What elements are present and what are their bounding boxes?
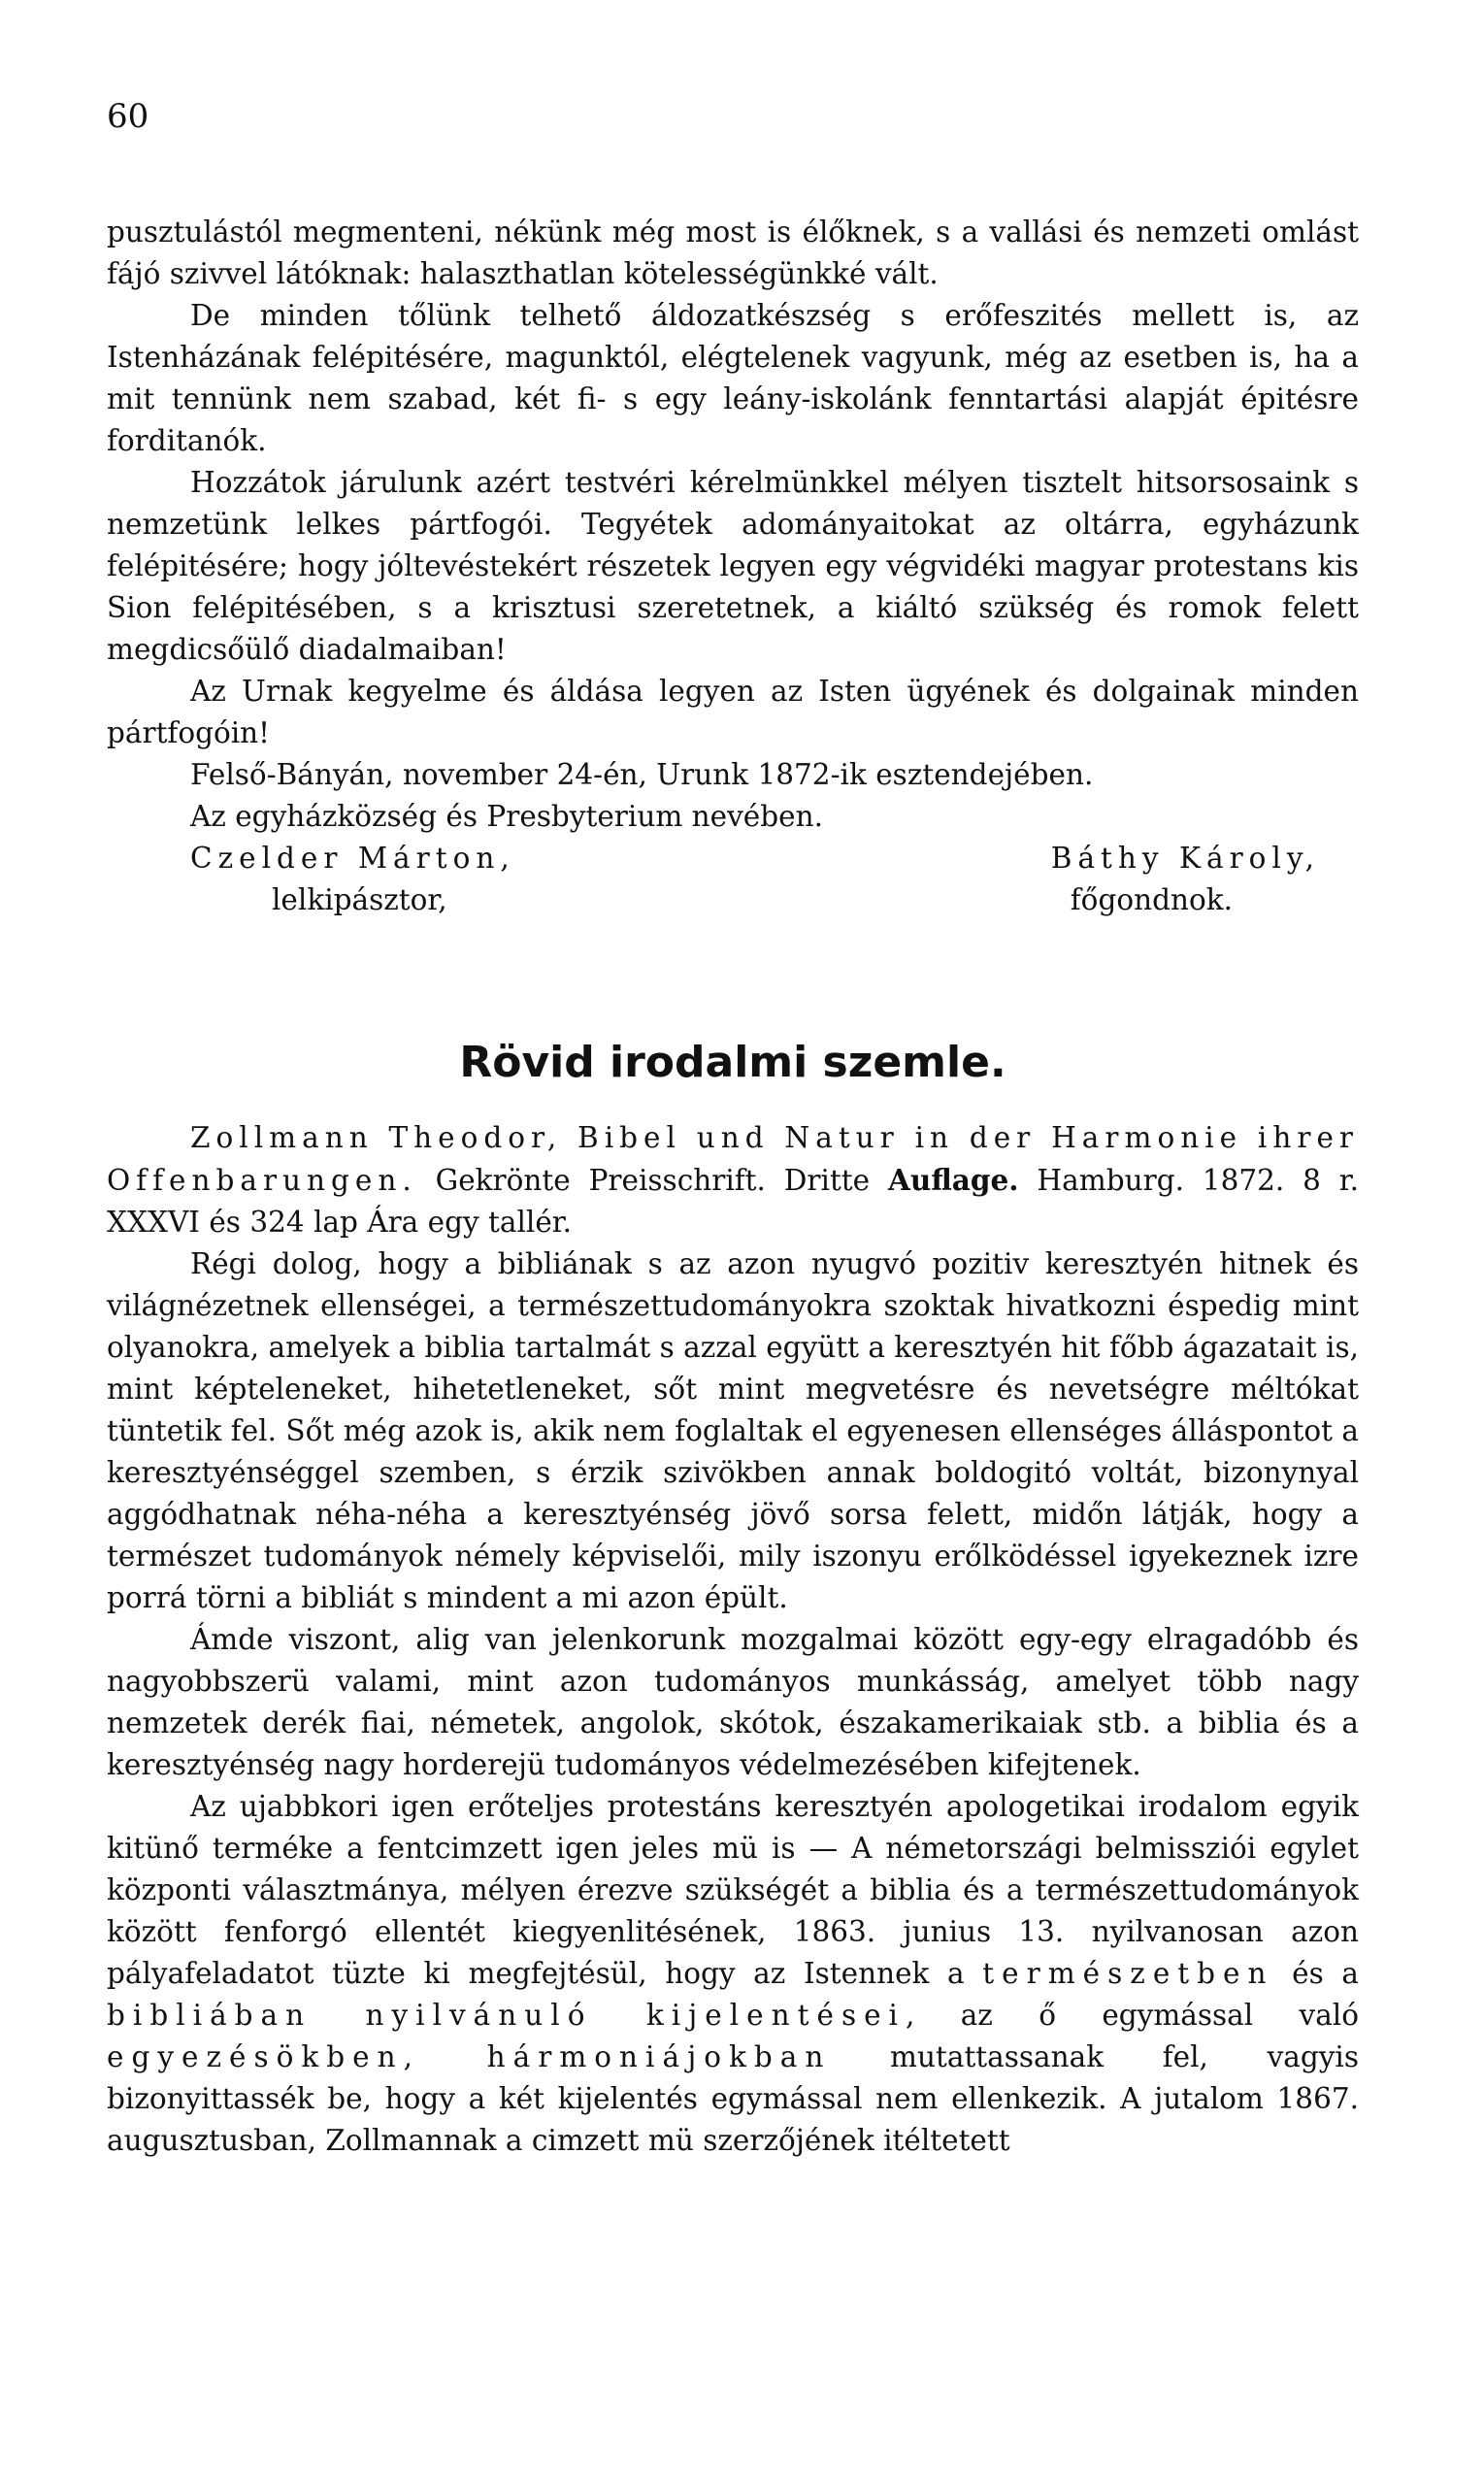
- emphasized-text: bibliában nyilvánuló kijelentései: [107, 1999, 906, 2032]
- text-run: és a: [1292, 1957, 1359, 1990]
- signature-left-title: lelkipásztor,: [272, 883, 447, 916]
- emphasized-text: természetben: [982, 1957, 1274, 1990]
- text-run: mutattassanak fel, vagyis bizonyittassék be, hogy a két kijelentés egymással nem ellenkezik. A jutalom 1867. augusztusban, Zollmannak a cimzett mü szerzőjének itéltetett: [107, 2040, 1359, 2157]
- signature-left-name: Czelder Márton,: [190, 842, 515, 875]
- signature-intro: Az egyházközség és Presbyterium nevében.: [190, 800, 823, 833]
- book-publication: Hamburg. 1872. 8 r. XXXVI és 324 lap Ára egy tallér.: [107, 1164, 1359, 1239]
- book-edition: Auflage.: [887, 1163, 1019, 1197]
- paragraph: De minden tőlünk telhető áldozatkészség s erőfeszités mellett is, az Istenházának felépitésére, magunktól, elégtelenek vagyunk, még az esetben is, ha a mit tennünk nem szabad, két fi- s egy leány-iskolánk fenntartási alapját épitésre forditanók.: [107, 299, 1359, 457]
- signature-right-name: Báthy Károly,: [1050, 842, 1320, 875]
- text-run: Az ujabbkori igen erőteljes protestáns keresztyén apologetikai irodalom egyik kitünő terméke a fentcimzett igen jeles mü is — A németországi belmissziói egylet központi választmánya, mélyen érezve szükségét a biblia és a természettudományok között fenforgó ellentét kiegyenlitésének, 1863. junius 13. nyilvanosan azon pályafeladatot tüzte ki megfejtésül, hogy az Istennek a: [107, 1790, 1359, 1990]
- emphasized-text: egyezésökben, hármoniájokban: [107, 2040, 832, 2073]
- signature-names: [107, 838, 1359, 879]
- paragraph: Az Urnak kegyelme és áldása legyen az Isten ügyének és dolgainak minden pártfogóin!: [107, 675, 1359, 749]
- book-reference: [107, 1117, 1359, 1243]
- book-details: Gekrönte Preisschrift. Dritte: [435, 1164, 871, 1197]
- document-page: [107, 97, 1359, 2162]
- text-run: , az ő egymással való: [905, 1999, 1359, 2032]
- section-title: Rövid irodalmi szemle.: [459, 1038, 1006, 1087]
- paragraph: Ámde viszont, alig van jelenkorunk mozgalmai között egy-egy elragadóbb és nagyobbszerü valami, mint azon tudományos munkásság, amelyet több nagy nemzetek derék fiai, németek, angolok, skótok, északamerikaiak stb. a biblia és a keresztyénség nagy horderejü tudományos védelmezésében kifejtenek.: [107, 1623, 1359, 1781]
- page-number: 60: [107, 97, 149, 136]
- paragraph: [107, 1786, 1359, 2162]
- dateline: Felső-Bányán, november 24-én, Urunk 1872-ik esztendejében.: [190, 758, 1094, 791]
- paragraph: Régi dolog, hogy a bibliának s az azon nyugvó pozitiv keresztyén hitnek és világnézetnek ellenségei, a természettudományokra szoktak hivatkozni éspedig mint olyanokra, amelyek a biblia tartalmát s azzal együtt a keresztyén hit főbb ágazatait is, mint képteleneket, hihetetleneket, sőt mint megvetésre és nevetségre méltókat tüntetik fel. Sőt még azok is, akik nem foglaltak el egyenesen ellenséges álláspontot a keresztyénséggel szemben, s érzik szivökben annak boldogitó voltát, bizonynyal aggódhatnak néha-néha a keresztyénség jövő sorsa felett, midőn látják, hogy a természet tudományok némely képviselői, mily iszonyu erőlködéssel igyekeznek izre porrá törni a bibliát s mindent a mi azon épült.: [107, 1247, 1359, 1614]
- paragraph: pusztulástól megmenteni, nékünk még most is élőknek, s a vallási és nemzeti omlást fájó szivvel látóknak: halaszthatlan kötelességünkké vált.: [107, 215, 1359, 290]
- book-author-title: Zollmann Theodor, Bibel und Natur in der Harmonie ihrer Offenbarungen.: [107, 1121, 1359, 1197]
- signature-titles: [107, 879, 1359, 921]
- paragraph: Hozzátok járulunk azért testvéri kérelmünkkel mélyen tisztelt hitsorsosaink s nemzetünk lelkes pártfogói. Tegyétek adományaitokat az oltárra, egyházunk felépitésére; hogy jóltevéstekért részetek legyen egy végvidéki magyar protestans kis Sion felépitésében, s a krisztusi szeretetnek, a kiáltó szükség és romok felett megdicsőülő diadalmaiban!: [107, 466, 1359, 666]
- signature-right-title: főgondnok.: [1070, 883, 1233, 916]
